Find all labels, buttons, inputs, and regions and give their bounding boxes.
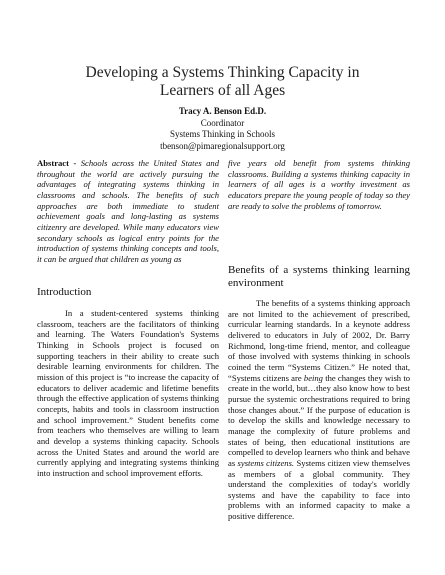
author-role: Coordinator — [200, 117, 245, 128]
benefits-heading — [228, 264, 410, 290]
title-line-2: Learners of all Ages — [159, 82, 286, 99]
benefits-emph-systems-citizens: systems citizens. — [237, 457, 295, 468]
author-block — [40, 106, 405, 152]
author-email: tbenson@pimaregionalsupport.org — [160, 140, 285, 151]
author-name: Tracy A. Benson Ed.D. — [178, 106, 267, 116]
paper-title — [40, 64, 405, 100]
benefits-text-3: Systems citizen view themselves as members of a global community. They understand the complexities of today's worldly systems and have the capability to face into problems with an informed capacity to make a positive difference. — [228, 457, 410, 522]
abstract-left — [37, 158, 219, 265]
abstract-label: Abstract - — [37, 158, 77, 168]
author-org: Systems Thinking in Schools — [169, 129, 276, 140]
introduction-text: In a student-centered systems thinking classroom, teachers are the facilitators of thinking and learning. The Waters Foundation's Systems Thinking in Schools project is focused on supporting teachers in their ability to create such desirable learning environments for children. The mission of this project is “to increase the capacity of educators to deliver academic and lifetime benefits through the effective application of systems thinking concepts, habits and tools in classroom instruction and school improvement.” Student benefits come from teachers who themselves are willing to learn and develop a systems thinking capacity. Schools across the United States and around the world are currently applying and integrating systems thinking into instruction and school improvement efforts. — [37, 308, 219, 478]
abstract-right — [228, 158, 410, 211]
benefits-emph-being: being — [303, 372, 323, 383]
benefits-paragraph — [228, 298, 410, 522]
benefits-text-2: the changes they wish to create in the world, but…they also know how to best pursue the systemic orchestrations required to bring those changes about.” If the purpose of education is to develop the skills and knowledge necessary to manage the complexity of future problems and states of being, then educational institutions are compelled to develop learners who think and behave as — [228, 372, 410, 468]
introduction-body — [37, 308, 219, 479]
abstract-text-left: Schools across the United States and throughout the world are actively pursuing the advantages of integrating systems thinking in classrooms and schools. The benefits of such approaches are both immediate to student achievement goals and long-lasting as systems citizenry are developed. While many educators view secondary schools as logical entry points for the introduction of systems thinking concepts and tools, it can be argued that children as young as — [37, 158, 219, 264]
benefits-heading-text: Benefits of a systems thinking learning environment — [228, 264, 410, 289]
benefits-body — [228, 298, 410, 522]
introduction-heading: Introduction — [37, 286, 92, 298]
abstract-text-right: five years old benefit from systems thinking classrooms. Building a systems thinking capacity in learners of all ages is a worthy investment as educators prepare the young people of today so they are ready to solve the problems of tomorrow. — [228, 158, 410, 211]
benefits-text-1: The benefits of a systems thinking approach are not limited to the achievement of prescribed, curricular learning standards. In a keynote address delivered to educators in July of 2002, Dr. Barry Richmond, long-time friend, mentor, and colleague of those involved with systems thinking in schools coined the term “Systems Citizen.” He noted that, “Systems citizens are — [228, 298, 410, 383]
title-line-1: Developing a Systems Thinking Capacity in — [85, 64, 360, 81]
